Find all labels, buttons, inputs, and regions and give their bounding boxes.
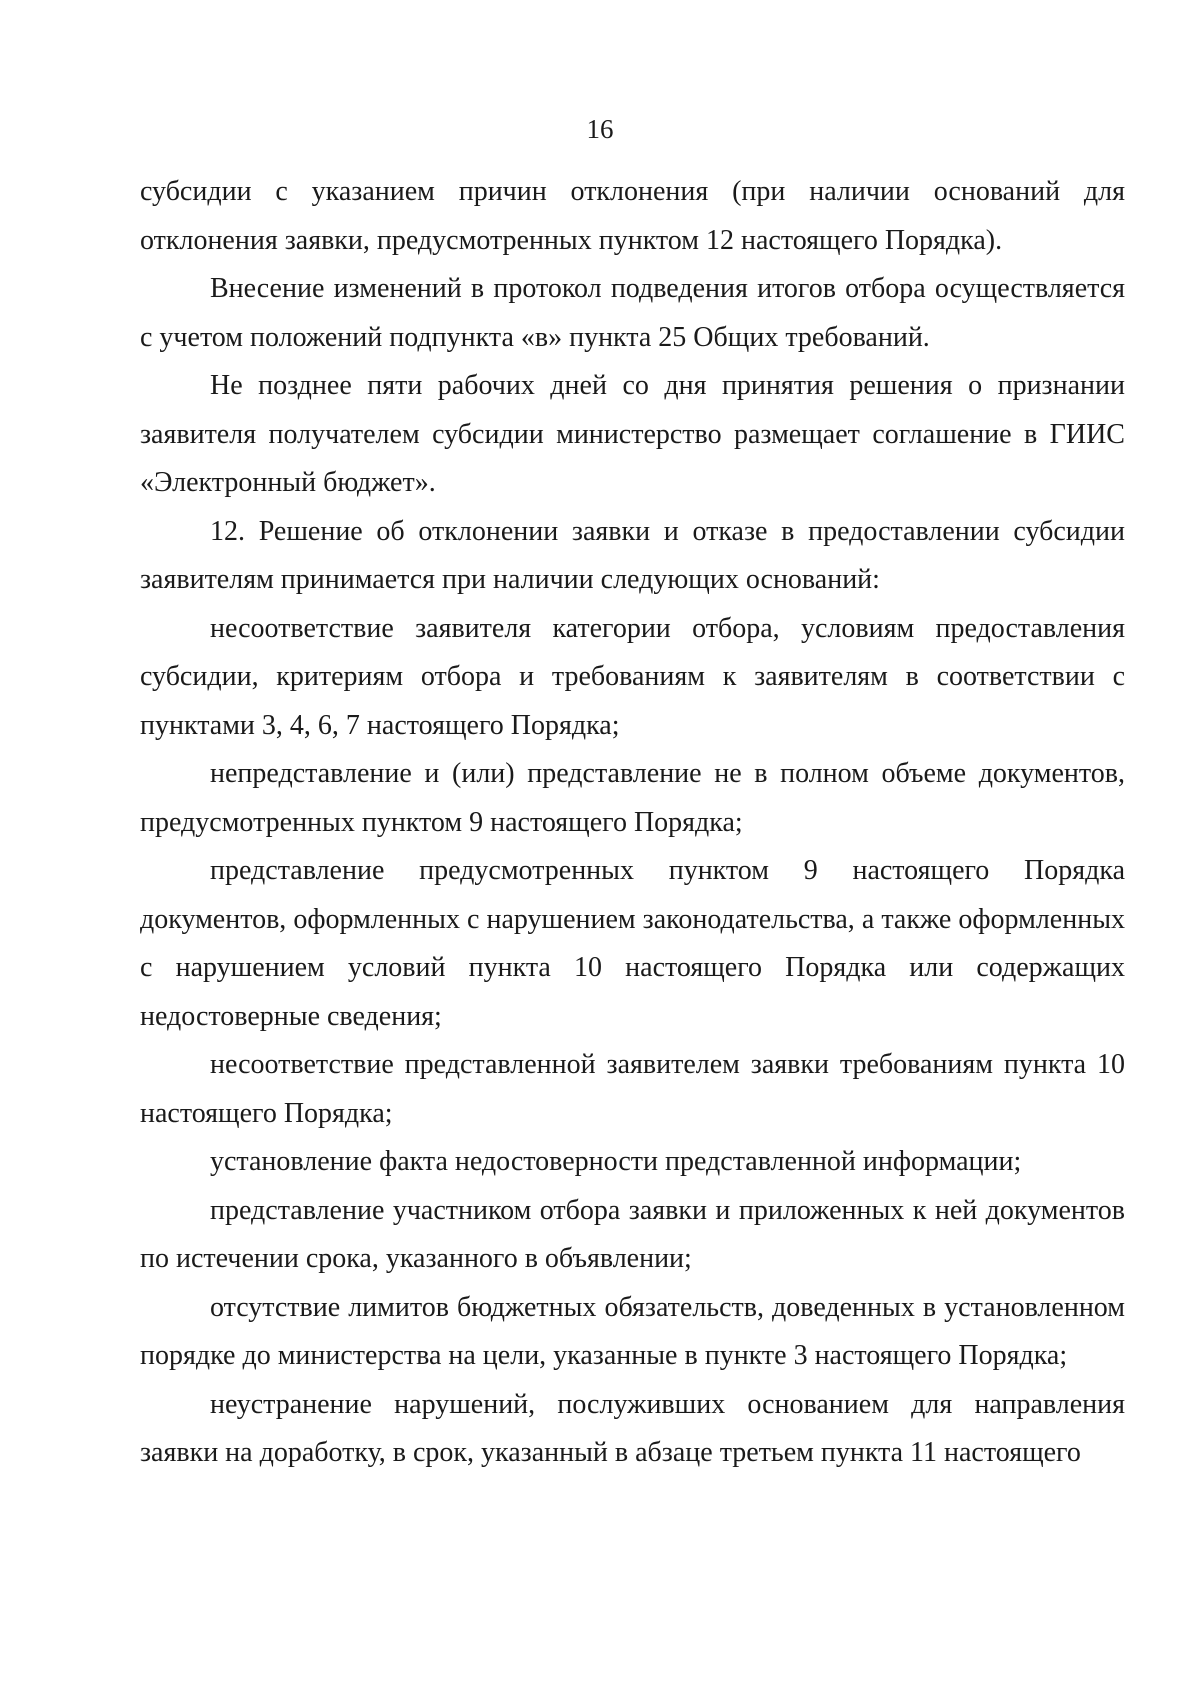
list-item-missing-documents: непредставление и (или) представление не в полном объеме документов, предусмотренных пунктом 9 настоящего Порядка;: [140, 758, 1125, 838]
list-item-no-budget-limits: отсутствие лимитов бюджетных обязательств, доведенных в установленном порядке до министерства на цели, указанные в пункте 3 настоящего Порядка;: [140, 1291, 1125, 1371]
paragraph-agreement-placement: Не позднее пяти рабочих дней со дня принятия решения о признании заявителя получателем субсидии министерство размещает соглашение в ГИИС «Электронный бюджет».: [140, 370, 1125, 498]
page-number: 16: [586, 114, 614, 144]
list-item-improper-documents: представление предусмотренных пунктом 9 настоящего Порядка документов, оформленных с нарушением законодательства, а также оформленных с нарушением условий пункта 10 настоящего Порядка или содержащих недостоверные сведения;: [140, 855, 1125, 1032]
list-item-late-submission: представление участником отбора заявки и приложенных к ней документов по истечении срока, указанного в объявлении;: [140, 1194, 1125, 1274]
paragraph-protocol-changes: Внесение изменений в протокол подведения итогов отбора осуществляется с учетом положений подпункта «в» пункта 25 Общих требований.: [140, 273, 1125, 353]
list-item-category-mismatch: несоответствие заявителя категории отбора, условиям предоставления субсидии, критериям отбора и требованиям к заявителям в соответствии с пунктами 3, 4, 6, 7 настоящего Порядка;: [140, 612, 1125, 741]
list-item-false-information: установление факта недостоверности представленной информации;: [210, 1146, 1022, 1177]
list-item-unresolved-violations: неустранение нарушений, послуживших основанием для направления заявки на доработку, в срок, указанный в абзаце третьем пункта 11 настоящего: [140, 1388, 1125, 1468]
document-body: [140, 168, 1125, 1478]
paragraph-item-12: 12. Решение об отклонении заявки и отказе в предоставлении субсидии заявителям принимается при наличии следующих оснований:: [140, 515, 1125, 595]
paragraph-continuation: субсидии с указанием причин отклонения (при наличии оснований для отклонения заявки, предусмотренных пунктом 12 настоящего Порядка).: [140, 176, 1125, 256]
list-item-application-mismatch: несоответствие представленной заявителем заявки требованиям пункта 10 настоящего Порядка;: [140, 1049, 1125, 1129]
